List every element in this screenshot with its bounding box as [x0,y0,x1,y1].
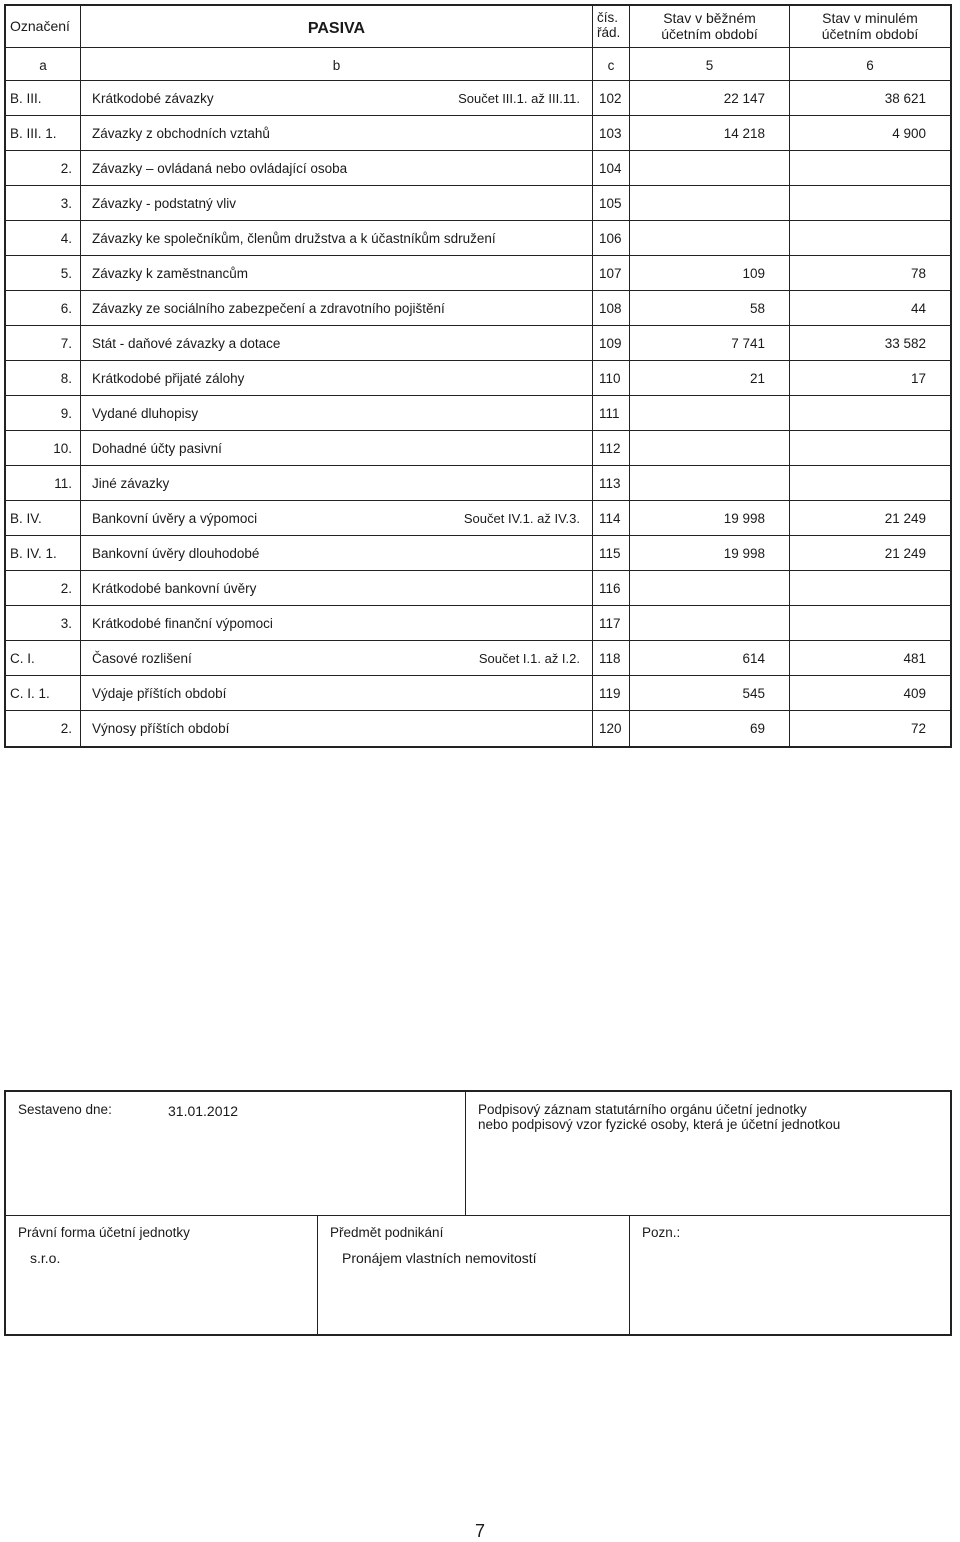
row-sum-note: Součet III.1. až III.11. [458,90,580,106]
row-name-cell [81,641,593,676]
row-current-value [630,221,790,256]
row-name-cell [81,606,593,641]
row-line-number: 115 [593,536,630,571]
row-previous-value: 72 [910,721,926,736]
table-row [6,606,950,641]
signature-label-2: nebo podpisový vzor fyzické osoby, která je účetní jednotkou [478,1117,841,1132]
row-name: Výnosy příštích období [92,721,230,736]
row-name: Bankovní úvěry a výpomoci [92,510,258,526]
table-row [6,396,950,431]
row-name: Krátkodobé závazky [92,90,214,106]
legal-form-value: s.r.o. [30,1250,61,1266]
row-current-value: 109 [630,256,790,291]
business-section [318,1216,630,1334]
row-name: Závazky – ovládaná nebo ovládající osoba [92,160,348,176]
row-label: 3. [6,606,81,641]
table-row [6,466,950,501]
row-name: Závazky - podstatný vliv [92,195,237,211]
row-name: Dohadné účty pasivní [92,440,222,456]
row-previous-value: 44 [790,291,950,326]
row-previous-value [790,571,950,606]
row-current-value [630,396,790,431]
table-body [6,81,950,746]
row-previous-value [790,606,950,641]
row-current-value: 69 [630,711,790,746]
row-previous-value [790,151,950,186]
row-name-cell [81,326,593,361]
row-label: 6. [6,291,81,326]
table-row [6,676,950,711]
table-row [6,151,950,186]
row-previous-value [790,431,950,466]
table-row [6,641,950,676]
table-subheader [6,48,950,81]
row-label: B. IV. [6,501,81,536]
note-section [630,1216,950,1334]
row-current-value [630,571,790,606]
row-name-cell [81,361,593,396]
compiled-date: 31.01.2012 [168,1103,239,1119]
row-label: C. I. [6,641,81,676]
compiled-section [6,1092,466,1215]
row-name-cell [81,186,593,221]
table-row [6,291,950,326]
header-line-number-1: čís. [597,10,619,25]
business-label: Předmět podnikání [330,1225,444,1240]
row-name-cell [81,676,593,711]
row-current-value: 19 998 [630,536,790,571]
row-label: 9. [6,396,81,431]
row-line-number: 105 [593,186,630,221]
row-name: Stát - daňové závazky a dotace [92,335,281,351]
row-name-cell [81,466,593,501]
note-label: Pozn.: [642,1225,681,1240]
row-line-number: 120 [593,711,630,746]
table-row [6,536,950,571]
row-line-number: 104 [593,151,630,186]
row-previous-value: 21 249 [790,501,950,536]
row-current-value: 58 [630,291,790,326]
row-label: 11. [6,466,81,501]
row-previous-value: 481 [790,641,950,676]
row-name: Závazky z obchodních vztahů [92,125,270,141]
row-label: B. III. 1. [6,116,81,151]
row-name: Krátkodobé bankovní úvěry [92,580,257,596]
table-row [6,571,950,606]
row-label: 10. [6,431,81,466]
row-label: 8. [6,361,81,396]
row-current-value: 19 998 [630,501,790,536]
table-row [6,81,950,116]
table-header [6,6,950,48]
table-row [6,116,950,151]
row-name-cell [81,221,593,256]
row-line-number: 117 [593,606,630,641]
signature-block-top [6,1092,950,1216]
row-name: Závazky k zaměstnancům [92,265,249,281]
row-line-number: 110 [593,361,630,396]
row-label: 4. [6,221,81,256]
row-current-value [630,431,790,466]
row-name: Krátkodobé finanční výpomoci [92,615,273,631]
header-pasiva: PASIVA [81,6,593,48]
row-label: 5. [6,256,81,291]
table-row [6,186,950,221]
row-name: Krátkodobé přijaté zálohy [92,370,245,386]
subheader-5: 5 [630,48,790,81]
row-name-cell [81,291,593,326]
row-name-cell [81,711,593,746]
row-line-number: 118 [593,641,630,676]
signature-block-bottom [6,1216,950,1334]
row-name-cell [81,81,593,116]
row-previous-value: 409 [790,676,950,711]
header-previous-period-2: účetním období [821,26,919,42]
compiled-label: Sestaveno dne: [18,1102,112,1117]
row-name-cell [81,396,593,431]
subheader-b: b [81,48,593,81]
header-line-number-2: řád. [597,25,621,40]
row-name-cell [81,256,593,291]
row-name: Závazky ke společníkům, členům družstva a k účastníkům sdružení [92,230,496,246]
table-row [6,711,950,746]
row-previous-value: 38 621 [790,81,950,116]
page-number: 7 [474,1521,485,1541]
row-current-value [630,151,790,186]
row-previous-value [790,396,950,431]
header-current-period [630,6,790,48]
row-previous-value [790,466,950,501]
row-name: Bankovní úvěry dlouhodobé [92,545,260,561]
row-label: 2. [6,711,81,746]
signature-section [466,1092,950,1215]
row-line-number: 119 [593,676,630,711]
table-row [6,361,950,396]
row-line-number: 107 [593,256,630,291]
header-line-number [593,6,630,48]
row-current-value: 21 [630,361,790,396]
row-line-number: 112 [593,431,630,466]
table-row [6,431,950,466]
row-line-number: 108 [593,291,630,326]
row-previous-value [790,186,950,221]
row-name: Vydané dluhopisy [92,405,199,421]
row-previous-value: 33 582 [790,326,950,361]
row-previous-value [790,221,950,256]
row-label: B. III. [6,81,81,116]
row-label: 2. [6,151,81,186]
row-previous-value: 4 900 [790,116,950,151]
table-row [6,501,950,536]
row-current-value: 22 147 [630,81,790,116]
table-row [6,326,950,361]
row-current-value: 614 [630,641,790,676]
row-line-number: 102 [593,81,630,116]
subheader-6: 6 [790,48,950,81]
header-previous-period-1: Stav v minulém [822,10,918,26]
row-current-value: 7 741 [630,326,790,361]
row-previous-value: 78 [790,256,950,291]
header-current-period-2: účetním období [661,26,758,42]
row-line-number: 114 [593,501,630,536]
row-name: Časové rozlišení [92,650,192,666]
row-line-number: 103 [593,116,630,151]
table-row [6,256,950,291]
business-value: Pronájem vlastních nemovitostí [342,1250,537,1266]
row-name-cell [81,151,593,186]
row-label: 2. [6,571,81,606]
row-previous-value: 21 249 [790,536,950,571]
table-row [6,221,950,256]
balance-sheet-liabilities-table [4,4,952,748]
row-current-value [630,606,790,641]
row-name-cell [81,571,593,606]
row-line-number: 113 [593,466,630,501]
row-line-number: 116 [593,571,630,606]
row-name: Jiné závazky [92,475,170,491]
row-label: C. I. 1. [6,676,81,711]
signature-label-1: Podpisový záznam statutárního orgánu účetní jednotky [478,1102,807,1117]
row-current-value: 545 [630,676,790,711]
row-name: Výdaje příštích období [92,685,227,701]
row-previous-value: 17 [790,361,950,396]
header-previous-period [790,6,950,48]
row-line-number: 111 [593,396,630,431]
row-sum-note: Součet I.1. až I.2. [478,650,580,666]
row-label: B. IV. 1. [6,536,81,571]
legal-form-section [6,1216,318,1334]
row-label: 3. [6,186,81,221]
row-name-cell [81,431,593,466]
row-sum-note: Součet IV.1. až IV.3. [463,510,580,526]
row-current-value [630,186,790,221]
subheader-c: c [593,48,630,81]
row-name: Závazky ze sociálního zabezpečení a zdravotního pojištění [92,300,445,316]
row-line-number: 106 [593,221,630,256]
subheader-a: a [6,48,81,81]
signature-block [4,1090,952,1336]
header-current-period-1: Stav v běžném [663,10,756,26]
row-current-value [630,466,790,501]
row-line-number: 109 [593,326,630,361]
row-name-cell [81,536,593,571]
header-oznaceni: Označení [6,6,81,48]
legal-form-label: Právní forma účetní jednotky [18,1225,190,1240]
row-current-value: 14 218 [630,116,790,151]
row-label: 7. [6,326,81,361]
row-name-cell [81,116,593,151]
row-name-cell [81,501,593,536]
